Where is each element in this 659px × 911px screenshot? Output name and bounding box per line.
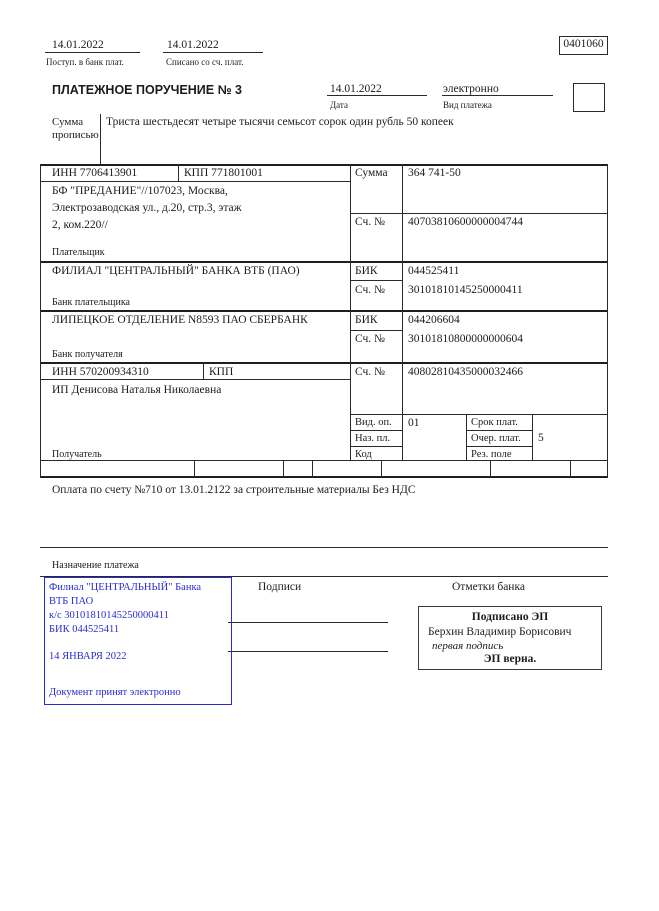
grid-line xyxy=(312,460,313,477)
grid-line xyxy=(40,164,608,166)
payer-bank-bik: 044525411 xyxy=(408,265,460,277)
grid-line xyxy=(350,330,402,331)
grid-line xyxy=(350,164,351,461)
date-debited-value: 14.01.2022 xyxy=(167,39,219,51)
date-received-label: Поступ. в банк плат. xyxy=(46,57,124,67)
grid-line xyxy=(45,52,140,53)
reserve-field-label: Рез. поле xyxy=(471,449,512,460)
grid-line xyxy=(402,164,403,461)
grid-line xyxy=(40,476,608,478)
date-received-value: 14.01.2022 xyxy=(52,39,104,51)
stamp-bank-name-line2: ВТБ ПАО xyxy=(49,596,94,607)
amount-words-label-2: прописью xyxy=(52,129,99,141)
purpose-code-label: Наз. пл. xyxy=(355,433,391,444)
amount-label: Сумма xyxy=(355,167,388,179)
bank-stamp-box xyxy=(44,577,232,705)
grid-line xyxy=(40,362,608,364)
grid-line xyxy=(40,460,608,461)
grid-line xyxy=(466,446,532,447)
payment-kind-label: Вид платежа xyxy=(443,100,492,110)
grid-line xyxy=(40,310,608,312)
stamp-corr-account: к/с 30101810145250000411 xyxy=(49,610,169,621)
code-label: Код xyxy=(355,449,372,460)
date-debited-label: Списано со сч. плат. xyxy=(166,57,244,67)
priority-value: 5 xyxy=(538,432,544,444)
payer-bank-account-label: Сч. № xyxy=(355,284,386,296)
bank-mark-signer-name: Берхин Владимир Борисович xyxy=(428,626,572,638)
grid-line xyxy=(607,164,608,477)
payee-bank-label: Банк получателя xyxy=(52,349,123,360)
stamp-accepted-note: Документ принят электронно xyxy=(49,687,181,698)
payer-bank-account: 30101810145250000411 xyxy=(408,284,523,296)
due-date-label: Срок плат. xyxy=(471,417,518,428)
grid-line xyxy=(194,460,195,477)
payee-kpp: КПП xyxy=(209,366,234,378)
bank-marks-label: Отметки банка xyxy=(452,581,525,593)
payer-name-line1: БФ "ПРЕДАНИЕ"//107023, Москва, xyxy=(52,185,228,197)
grid-line xyxy=(490,460,491,477)
payee-inn: ИНН 570200934310 xyxy=(52,366,149,378)
payer-name-line3: 2, ком.220// xyxy=(52,219,108,231)
grid-line xyxy=(350,414,608,415)
bank-mark-box xyxy=(418,606,602,670)
signatures-label: Подписи xyxy=(258,581,302,593)
payee-bank-account: 30101810800000000604 xyxy=(408,333,523,345)
bank-mark-title: Подписано ЭП xyxy=(471,611,549,623)
grid-line xyxy=(178,164,179,182)
payee-bank-account-label: Сч. № xyxy=(355,333,386,345)
grid-line xyxy=(350,446,402,447)
grid-line xyxy=(442,95,553,96)
amount-words-label-1: Сумма xyxy=(52,116,84,128)
payment-kind-value: электронно xyxy=(443,83,499,95)
grid-line xyxy=(350,213,608,214)
payer-inn: ИНН 7706413901 xyxy=(52,167,138,179)
grid-line xyxy=(40,379,350,380)
bank-mark-verified: ЭП верна. xyxy=(483,653,537,665)
doc-date-value: 14.01.2022 xyxy=(330,83,382,95)
grid-line xyxy=(466,430,532,431)
amount-value: 364 741-50 xyxy=(408,167,461,179)
stamp-bik: БИК 044525411 xyxy=(49,624,120,635)
form-code-box xyxy=(559,36,608,55)
payee-account: 40802810435000032466 xyxy=(408,366,523,378)
stamp-date: 14 ЯНВАРЯ 2022 xyxy=(49,651,127,662)
grid-line xyxy=(40,261,608,263)
grid-line xyxy=(570,460,571,477)
payee-name: ИП Денисова Наталья Николаевна xyxy=(52,384,222,396)
payer-account: 40703810600000004744 xyxy=(408,216,523,228)
grid-line xyxy=(163,52,263,53)
grid-line xyxy=(203,362,204,380)
payee-bank-bik: 044206604 xyxy=(408,314,460,326)
grid-line xyxy=(350,430,402,431)
payer-name-line2: Электрозаводская ул., д.20, стр.3, этаж xyxy=(52,202,242,214)
grid-line xyxy=(327,95,427,96)
bank-mark-note: первая подпись xyxy=(432,640,504,652)
op-type-label: Вид. оп. xyxy=(355,417,392,428)
form-code: 0401060 xyxy=(563,38,604,50)
payee-label: Получатель xyxy=(52,449,102,460)
grid-line xyxy=(381,460,382,477)
grid-line xyxy=(350,280,402,281)
stamp-bank-name-line1: Филиал "ЦЕНТРАЛЬНЫЙ" Банка xyxy=(49,582,202,593)
purpose-text: Оплата по счету №710 от 13.01.2122 за строительные материалы Без НДС xyxy=(52,484,416,496)
payer-bank-label: Банк плательщика xyxy=(52,297,130,308)
payer-bank-name: ФИЛИАЛ "ЦЕНТРАЛЬНЫЙ" БАНКА ВТБ (ПАО) xyxy=(52,265,300,277)
payee-bank-bik-label: БИК xyxy=(355,314,378,326)
signature-line xyxy=(228,622,388,623)
grid-line xyxy=(466,414,467,461)
op-type-value: 01 xyxy=(408,417,420,429)
grid-line xyxy=(283,460,284,477)
grid-line xyxy=(40,181,350,182)
payer-kpp: КПП 771801001 xyxy=(184,167,263,179)
status-checkbox xyxy=(573,83,605,112)
signature-line xyxy=(228,651,388,652)
payee-account-label: Сч. № xyxy=(355,366,386,378)
payer-label: Плательщик xyxy=(52,247,105,258)
payer-bank-bik-label: БИК xyxy=(355,265,378,277)
doc-date-label: Дата xyxy=(330,100,348,110)
amount-words-value: Триста шестьдесят четыре тысячи семьсот сорок один рубль 50 копеек xyxy=(106,116,454,128)
payer-account-label: Сч. № xyxy=(355,216,386,228)
payee-bank-name: ЛИПЕЦКОЕ ОТДЕЛЕНИЕ N8593 ПАО СБЕРБАНК xyxy=(52,314,308,326)
purpose-label: Назначение платежа xyxy=(52,560,139,571)
grid-line xyxy=(40,164,41,477)
grid-line xyxy=(532,414,533,461)
document-title: ПЛАТЕЖНОЕ ПОРУЧЕНИЕ № 3 xyxy=(52,83,242,97)
grid-line xyxy=(40,547,608,548)
priority-label: Очер. плат. xyxy=(471,433,521,444)
grid-line xyxy=(100,114,101,165)
